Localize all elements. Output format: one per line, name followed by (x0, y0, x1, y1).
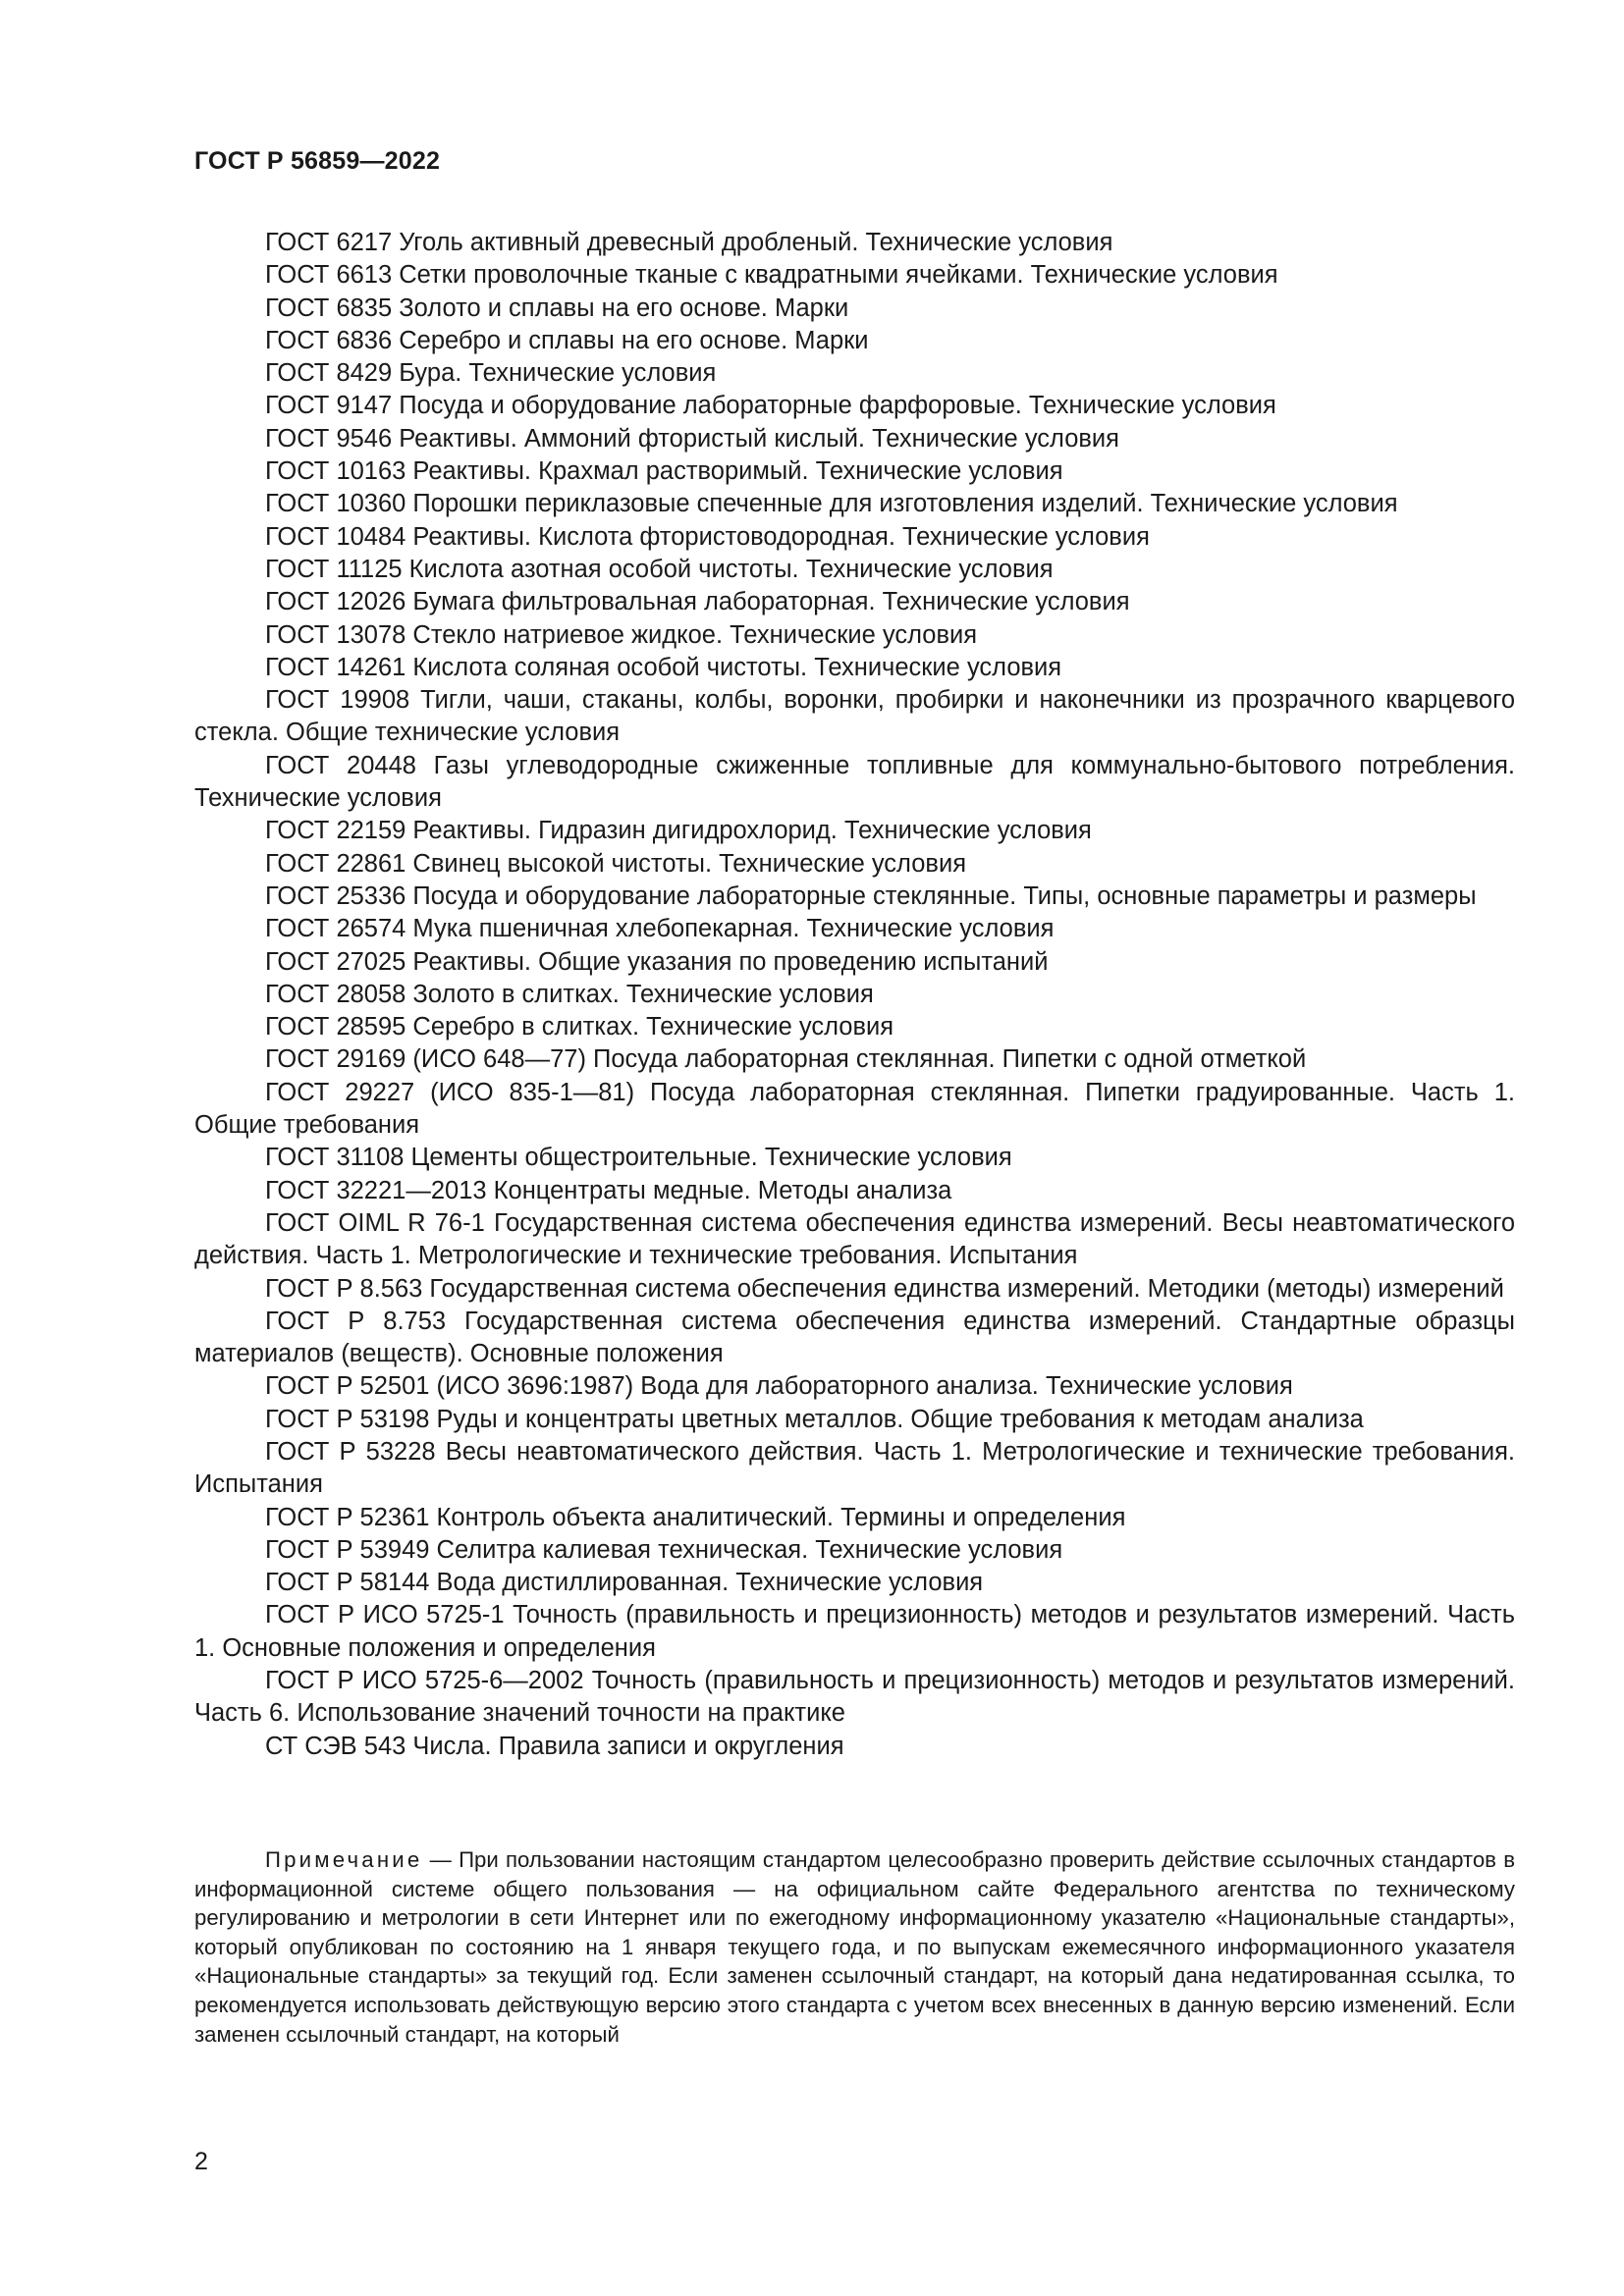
note-paragraph (194, 1845, 1515, 2049)
reference-item: ГОСТ Р 8.563 Государственная система обеспечения единства измерений. Методики (методы) измерений (265, 1274, 1504, 1303)
reference-item: ГОСТ Р 53228 Весы неавтоматического действия. Часть 1. Метрологические и технические требования. Испытания (194, 1437, 1515, 1499)
reference-item: ГОСТ Р 53198 Руды и концентраты цветных металлов. Общие требования к методам анализа (265, 1405, 1364, 1433)
reference-item: ГОСТ 29169 (ИСО 648—77) Посуда лабораторная стеклянная. Пипетки с одной отметкой (265, 1045, 1307, 1074)
reference-item: ГОСТ 10163 Реактивы. Крахмал растворимый. Технические условия (265, 457, 1063, 486)
reference-item: ГОСТ 6835 Золото и сплавы на его основе. Марки (265, 294, 849, 322)
document-header: ГОСТ Р 56859—2022 (194, 147, 441, 175)
reference-item: ГОСТ 8429 Бура. Технические условия (265, 359, 717, 388)
note-label: Примечание (265, 1847, 423, 1872)
reference-item: ГОСТ Р ИСО 5725-1 Точность (правильность и прецизионность) методов и результатов измерений. Часть 1. Основные положения и определения (194, 1601, 1515, 1662)
reference-item: ГОСТ OIML R 76-1 Государственная система обеспечения единства измерений. Весы неавтоматического действия. Часть 1. Метрологические и технические требования. Испытания (194, 1208, 1515, 1270)
reference-item: ГОСТ 9546 Реактивы. Аммоний фтористый кислый. Технические условия (265, 424, 1119, 453)
reference-item: ГОСТ 20448 Газы углеводородные сжиженные топливные для коммунально-бытового потребления. Технические условия (194, 751, 1515, 813)
reference-item: ГОСТ 9147 Посуда и оборудование лабораторные фарфоровые. Технические условия (265, 392, 1276, 420)
reference-item: ГОСТ 28058 Золото в слитках. Технические условия (265, 980, 874, 1008)
reference-item: ГОСТ 6836 Серебро и сплавы на его основе. Марки (265, 326, 869, 354)
note-text: — При пользовании настоящим стандартом целесообразно проверить действие ссылочных стандартов в информационной системе общего пользования — на официальном сайте Федерального агентства по техническому регулированию и метрологии в сети Интернет или по ежегодному информационному указателю «Национальные стандарты», который опубликован по состоянию на 1 января текущего года, и по выпускам ежемесячного информационного указателя «Национальные стандарты» за текущий год. Если заменен ссылочный стандарт, на который дана недатированная ссылка, то рекомендуется использовать действующую версию этого стандарта с учетом всех внесенных в данную версию изменений. Если заменен ссылочный стандарт, на который (194, 1847, 1515, 2047)
reference-item: ГОСТ 22159 Реактивы. Гидразин дигидрохлорид. Технические условия (265, 817, 1092, 845)
reference-item: ГОСТ 19908 Тигли, чаши, стаканы, колбы, воронки, пробирки и наконечники из прозрачного кварцевого стекла. Общие технические условия (194, 686, 1515, 747)
reference-item: ГОСТ Р 52501 (ИСО 3696:1987) Вода для лабораторного анализа. Технические условия (265, 1372, 1293, 1401)
reference-item: СТ СЭВ 543 Числа. Правила записи и округления (265, 1732, 844, 1760)
reference-item: ГОСТ Р 53949 Селитра калиевая техническая. Технические условия (265, 1535, 1063, 1564)
reference-item: ГОСТ 31108 Цементы общестроительные. Технические условия (265, 1144, 1012, 1172)
reference-item: ГОСТ 10484 Реактивы. Кислота фтористоводородная. Технические условия (265, 522, 1150, 551)
reference-item: ГОСТ 29227 (ИСО 835-1—81) Посуда лабораторная стеклянная. Пипетки градуированные. Часть 1. Общие требования (194, 1078, 1515, 1140)
normative-references-list (194, 227, 1515, 1763)
reference-item: ГОСТ 10360 Порошки периклазовые спеченные для изготовления изделий. Технические условия (265, 490, 1398, 518)
reference-item: ГОСТ Р 58144 Вода дистиллированная. Технические условия (265, 1569, 984, 1597)
reference-item: ГОСТ Р 52361 Контроль объекта аналитический. Термины и определения (265, 1503, 1126, 1531)
reference-item: ГОСТ 22861 Свинец высокой чистоты. Технические условия (265, 849, 966, 878)
reference-item: ГОСТ 14261 Кислота соляная особой чистоты. Технические условия (265, 653, 1062, 681)
reference-item: ГОСТ 6217 Уголь активный древесный дробленый. Технические условия (265, 229, 1113, 256)
reference-item: ГОСТ 12026 Бумага фильтровальная лабораторная. Технические условия (265, 588, 1130, 616)
page-number: 2 (194, 2148, 208, 2175)
reference-item: ГОСТ 25336 Посуда и оборудование лабораторные стеклянные. Типы, основные параметры и размеры (265, 881, 1477, 910)
reference-item: ГОСТ 13078 Стекло натриевое жидкое. Технические условия (265, 620, 978, 649)
reference-item: ГОСТ 26574 Мука пшеничная хлебопекарная. Технические условия (265, 915, 1055, 943)
reference-item: ГОСТ 6613 Сетки проволочные тканые с квадратными ячейками. Технические условия (265, 261, 1278, 290)
reference-item: ГОСТ 27025 Реактивы. Общие указания по проведению испытаний (265, 947, 1049, 976)
reference-item: ГОСТ 28595 Серебро в слитках. Технические условия (265, 1013, 894, 1041)
reference-item: ГОСТ Р ИСО 5725-6—2002 Точность (правильность и прецизионность) методов и результатов измерений. Часть 6. Использование значений точности на практике (194, 1667, 1515, 1728)
reference-item: ГОСТ 11125 Кислота азотная особой чистоты. Технические условия (265, 555, 1054, 583)
reference-item: ГОСТ 32221—2013 Концентраты медные. Методы анализа (265, 1176, 952, 1204)
reference-item: ГОСТ Р 8.753 Государственная система обеспечения единства измерений. Стандартные образцы материалов (веществ). Основные положения (194, 1307, 1515, 1368)
